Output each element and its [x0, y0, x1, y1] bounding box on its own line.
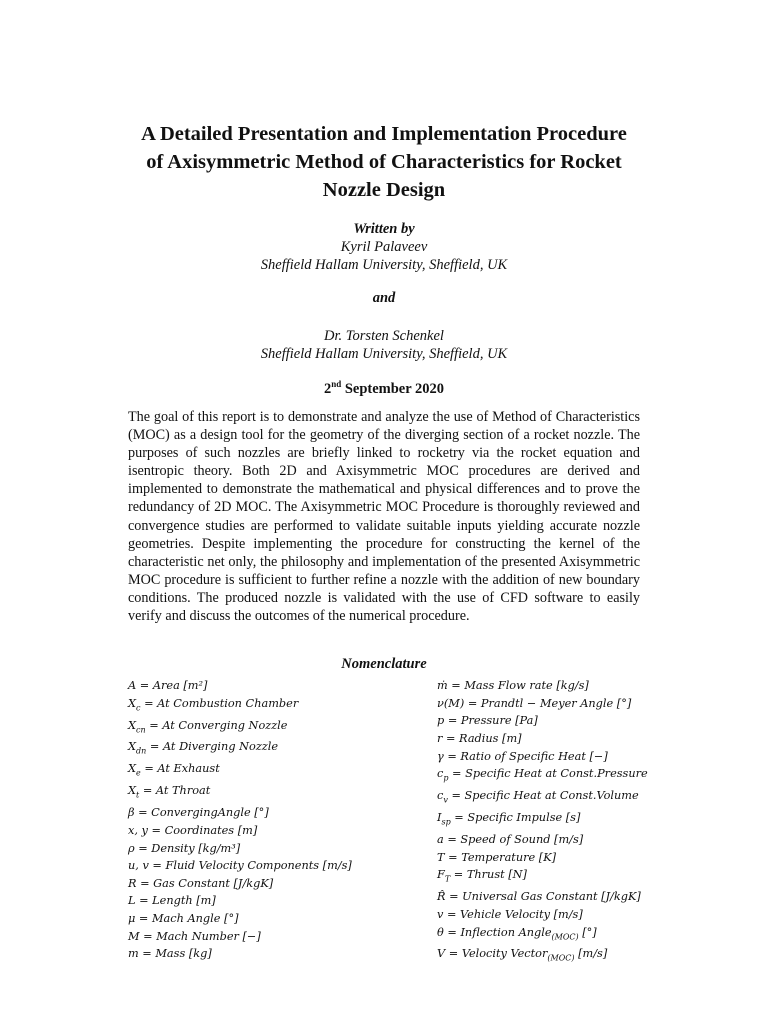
definition: = At Combustion Chamber — [140, 696, 299, 710]
symbol: x, y — [128, 823, 148, 837]
nomenclature-entry — [437, 712, 648, 730]
definition: = Radius [m] — [442, 731, 522, 745]
nomenclature-entry — [128, 717, 352, 739]
nomenclature-entry — [128, 782, 352, 804]
definition: = Coordinates [m] — [147, 823, 258, 837]
definition: = Universal Gas Constant [J/kgK] — [445, 890, 641, 904]
nomenclature-entry — [128, 677, 352, 695]
symbol: F — [437, 868, 445, 882]
author2-name: Dr. Torsten Schenkel — [324, 328, 444, 344]
nomenclature-entry — [437, 866, 648, 888]
nomenclature-entry — [437, 945, 648, 967]
nomenclature-entry — [437, 809, 648, 831]
symbol: R̂ — [437, 890, 446, 904]
definition-unit: [m/s] — [574, 947, 608, 961]
symbol: r — [437, 731, 443, 745]
definition: = Speed of Sound [m/s] — [443, 833, 584, 846]
symbol: v — [437, 907, 444, 921]
definition-unit: [°] — [578, 925, 597, 939]
symbol-subscript: p — [443, 773, 449, 783]
symbol: m — [128, 947, 139, 961]
symbol-subscript: T — [444, 874, 451, 884]
definition: = Pressure [Pa] — [444, 714, 538, 728]
symbol: a — [437, 833, 444, 846]
symbol: I — [437, 811, 442, 825]
date-suffix: nd — [331, 379, 342, 389]
symbol: ν(M) — [437, 696, 465, 710]
nomenclature-entry — [437, 695, 648, 713]
symbol: u, v — [128, 859, 149, 873]
nomenclature-left-column — [128, 677, 352, 963]
definition: = Mass [kg] — [138, 947, 212, 961]
nomenclature-entry — [128, 928, 352, 946]
symbol-subscript: e — [136, 768, 141, 778]
nomenclature-right-column — [437, 677, 648, 967]
author2-affiliation: Sheffield Hallam University, Sheffield, UK — [260, 346, 508, 362]
nomenclature-entry — [128, 760, 352, 782]
and-label: and — [372, 290, 396, 306]
symbol: μ — [128, 912, 136, 926]
definition: = At Converging Nozzle — [145, 718, 288, 732]
nomenclature-entry — [437, 677, 648, 695]
symbol-subscript: dn — [136, 746, 147, 756]
definition: = Gas Constant [J/kgK] — [136, 876, 274, 890]
symbol: V — [437, 947, 446, 961]
definition: = At Exhaust — [140, 762, 220, 776]
definition: = Fluid Velocity Components [m/s] — [148, 859, 352, 873]
definition: = Length [m] — [135, 894, 216, 908]
symbol: p — [437, 714, 445, 728]
nomenclature-entry — [128, 875, 352, 893]
definition: = Mach Angle [°] — [135, 912, 239, 926]
nomenclature-entry — [128, 822, 352, 840]
nomenclature-entry — [128, 840, 352, 858]
symbol-subscript: v — [443, 795, 448, 805]
definition: = Ratio of Specific Heat [−] — [443, 749, 608, 763]
nomenclature-entry — [128, 695, 352, 717]
definition: = ConvergingAngle [°] — [134, 806, 269, 820]
nomenclature-entry — [128, 738, 352, 760]
symbol: X — [128, 762, 137, 776]
definition-subscript: (MOC) — [551, 931, 579, 941]
nomenclature-entry — [437, 924, 648, 946]
nomenclature-entry — [128, 945, 352, 963]
date — [100, 379, 668, 398]
symbol: ṁ — [437, 679, 448, 692]
nomenclature-entry — [437, 787, 648, 809]
nomenclature-entry — [128, 804, 352, 822]
symbol-subscript: sp — [441, 817, 451, 827]
definition: = Temperature [K] — [444, 850, 557, 864]
definition: = Density [kg/m³] — [134, 841, 241, 855]
symbol: X — [128, 696, 137, 710]
definition: = Specific Heat at Const.Pressure — [448, 767, 648, 781]
nomenclature-entry — [437, 906, 648, 924]
definition: = At Throat — [139, 784, 211, 798]
symbol-subscript: cn — [136, 724, 146, 734]
date-day: 2 — [323, 380, 332, 397]
symbol: A — [128, 679, 137, 692]
symbol: M — [128, 929, 140, 943]
symbol: T — [437, 850, 445, 864]
nomenclature-heading: Nomenclature — [341, 656, 427, 672]
written-by-label: Written by — [353, 221, 415, 237]
symbol: ρ — [128, 841, 135, 855]
symbol: c — [437, 789, 444, 803]
symbol: c — [437, 767, 444, 781]
symbol: X — [128, 784, 137, 798]
definition: = Mass Flow rate [kg/s] — [447, 679, 589, 692]
nomenclature-entry — [437, 831, 648, 849]
symbol: R — [128, 876, 137, 890]
definition: = Specific Impulse [s] — [450, 811, 581, 825]
symbol: θ — [437, 925, 444, 939]
author1-name: Kyril Palaveev — [340, 239, 428, 255]
date-rest: September 2020 — [341, 380, 445, 397]
nomenclature-entry — [128, 910, 352, 928]
nomenclature-entry — [128, 892, 352, 910]
symbol: X — [128, 740, 137, 754]
nomenclature-entry — [437, 888, 648, 906]
definition: = Specific Heat at Const.Volume — [447, 789, 639, 803]
definition: = Thrust [N] — [450, 868, 527, 882]
symbol: L — [128, 894, 136, 908]
symbol-subscript: t — [136, 790, 140, 800]
symbol-subscript: c — [136, 702, 141, 712]
paper-title — [100, 120, 668, 204]
definition: = Prandtl − Meyer Angle [°] — [464, 696, 632, 710]
nomenclature-entry — [437, 730, 648, 748]
symbol: γ — [437, 749, 444, 763]
nomenclature-entry — [128, 857, 352, 875]
author1-affiliation: Sheffield Hallam University, Sheffield, UK — [260, 257, 508, 273]
title-line: A Detailed Presentation and Implementation Procedure — [141, 123, 627, 145]
definition: = At Diverging Nozzle — [146, 740, 279, 754]
title-line: of Axisymmetric Method of Characteristics for Rocket — [146, 151, 622, 173]
nomenclature-entry — [437, 849, 648, 867]
definition: = Velocity Vector — [445, 947, 548, 961]
title-line: Nozzle Design — [322, 179, 446, 201]
nomenclature-entry — [437, 748, 648, 766]
definition: = Area [m²] — [136, 679, 208, 692]
symbol: X — [128, 718, 137, 732]
definition: = Mach Number [−] — [139, 929, 261, 943]
definition: = Vehicle Velocity [m/s] — [443, 907, 583, 921]
definition: = Inflection Angle — [443, 925, 552, 939]
nomenclature-entry — [437, 765, 648, 787]
definition-subscript: (MOC) — [547, 953, 575, 963]
abstract: The goal of this report is to demonstrate and analyze the use of Method of Characteristics (MOC) as a design tool for the geometry of the diverging section of a rocket nozzle. The purposes of such nozzles are briefly linked to rocketry via the rocket equation and isentropic theory. Both 2D and Axisymmetric MOC procedures are derived and implemented to demonstrate the mathematical and physical differences and to prove the redundancy of 2D MOC. The Axisymmetric MOC Procedure is thoroughly reviewed and convergence studies are performed to validate suitable inputs yielding accurate nozzle geometries. Despite implementing the procedure for constructing the kernel of the characteristic net only, the philosophy and implementation of the presented Axisymmetric MOC procedure is sufficient to further refine a nozzle with the addition of new boundary conditions. The produced nozzle is validated with the use of CFD software to easily verify and discuss the outcomes of the numerical procedure. — [128, 409, 640, 625]
symbol: β — [128, 806, 135, 820]
